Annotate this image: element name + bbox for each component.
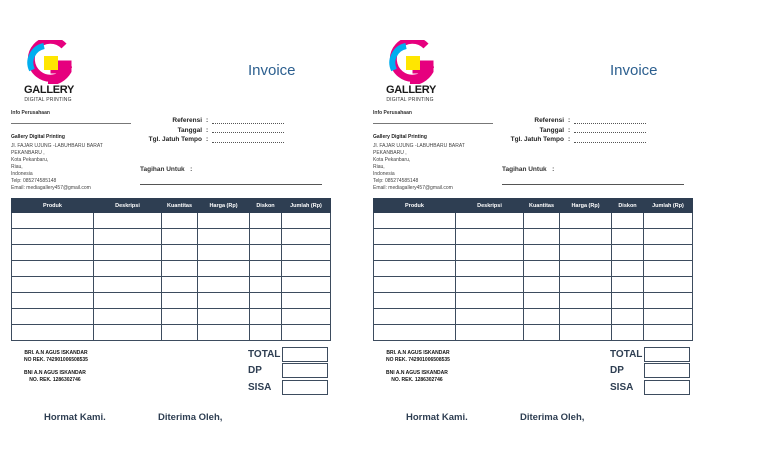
items-table [11,198,331,341]
table-cell[interactable] [282,293,331,309]
date-label: Tanggal [539,126,564,134]
table-cell[interactable] [456,261,524,277]
signature-receiver: Diterima Oleh, [158,412,223,423]
table-row [12,277,331,293]
table-cell[interactable] [524,213,560,229]
table-cell[interactable] [644,277,693,293]
invoice-meta [490,116,646,145]
address-line: Indonesia [373,171,395,177]
company-name: Gallery Digital Printing [373,134,427,140]
table-row [12,245,331,261]
table-cell[interactable] [560,261,612,277]
address-line: Kota Pekanbaru, [11,157,49,163]
table-cell[interactable] [374,277,456,293]
table-cell[interactable] [612,277,644,293]
table-cell[interactable] [282,309,331,325]
total-label: TOTAL [610,348,643,360]
table-cell[interactable] [560,277,612,293]
table-cell[interactable] [12,309,94,325]
table-cell[interactable] [524,229,560,245]
col-header-description: Deskripsi [456,199,524,213]
dp-label: DP [610,365,624,377]
dp-row [610,363,690,380]
company-logo [24,40,75,106]
table-cell[interactable] [250,213,282,229]
address-line: Email: mediagallery457@gmail.com [11,185,91,191]
table-row [12,325,331,341]
signature-sender: Hormat Kami. [44,412,106,423]
total-row [248,346,328,363]
bank-info-bni: BNI A.N AGUS ISKANDAR NO. REK. 1286302746 [386,370,448,383]
table-cell[interactable] [94,261,162,277]
table-cell[interactable] [250,229,282,245]
invoice-title: Invoice [248,62,296,79]
table-row [374,229,693,245]
table-cell[interactable] [612,261,644,277]
table-cell[interactable] [12,293,94,309]
meta-row-due-date: Tgl. Jatuh Tempo : [128,135,284,145]
due-date-field[interactable] [574,137,646,143]
table-cell[interactable] [94,309,162,325]
company-address [373,143,465,192]
table-cell[interactable] [560,293,612,309]
table-cell[interactable] [374,261,456,277]
table-cell[interactable] [162,309,198,325]
table-cell[interactable] [162,213,198,229]
address-line: Indonesia [11,171,33,177]
table-cell[interactable] [282,277,331,293]
table-cell[interactable] [612,229,644,245]
address-line: Telp: 085274585148 [11,178,57,184]
table-cell[interactable] [250,261,282,277]
table-cell[interactable] [612,293,644,309]
address-line: Riau, [11,164,23,170]
company-name: Gallery Digital Printing [11,134,65,140]
table-cell[interactable] [282,325,331,341]
invoice-title: Invoice [610,62,658,79]
table-cell[interactable] [612,245,644,261]
reference-label: Referensi [534,117,564,125]
bank-info-bni: BNI A.N AGUS ISKANDAR NO. REK. 1286302746 [24,370,86,383]
meta-row-reference: Referensi : [128,116,284,126]
table-cell[interactable] [94,293,162,309]
due-date-field[interactable] [212,137,284,143]
table-cell[interactable] [94,213,162,229]
totals-section [610,346,690,396]
table-cell[interactable] [560,309,612,325]
balance-row [248,379,328,396]
table-cell[interactable] [198,277,250,293]
table-row [374,293,693,309]
reference-field[interactable] [212,118,284,124]
table-cell[interactable] [282,261,331,277]
table-row [12,229,331,245]
table-cell[interactable] [94,325,162,341]
table-cell[interactable] [12,325,94,341]
gallery-g-logo-icon [386,40,434,84]
logo-name: GALLERY [24,84,75,96]
table-cell[interactable] [560,213,612,229]
due-date-label: Tgl. Jatuh Tempo [148,136,202,144]
address-line: Riau, [373,164,385,170]
divider [373,123,493,124]
table-cell[interactable] [374,325,456,341]
table-cell[interactable] [162,229,198,245]
dp-row [248,363,328,380]
col-header-product: Produk [374,199,456,213]
table-row [12,213,331,229]
table-row [374,213,693,229]
table-cell[interactable] [612,325,644,341]
date-field[interactable] [574,127,646,133]
invoice-meta [128,116,284,145]
table-cell[interactable] [250,245,282,261]
balance-row [610,379,690,396]
company-logo [386,40,437,106]
table-cell[interactable] [560,229,612,245]
table-cell[interactable] [374,245,456,261]
table-cell[interactable] [12,229,94,245]
gallery-g-logo-icon [24,40,72,84]
table-cell[interactable] [374,293,456,309]
table-cell[interactable] [250,309,282,325]
table-cell[interactable] [282,245,331,261]
table-row [12,293,331,309]
table-cell[interactable] [524,277,560,293]
table-cell[interactable] [524,293,560,309]
address-line: Kota Pekanbaru, [373,157,411,163]
table-cell[interactable] [94,245,162,261]
bill-to-field[interactable] [140,184,322,185]
table-row [374,277,693,293]
table-cell[interactable] [12,261,94,277]
items-table [373,198,693,341]
balance-label: SISA [610,381,634,393]
total-field[interactable] [644,347,690,362]
table-row [12,309,331,325]
table-cell[interactable] [374,229,456,245]
table-cell[interactable] [198,325,250,341]
company-info-heading: Info Perusahaan [11,110,50,116]
table-cell[interactable] [162,277,198,293]
table-cell[interactable] [456,277,524,293]
table-row [374,261,693,277]
table-cell[interactable] [456,213,524,229]
table-cell[interactable] [198,229,250,245]
reference-field[interactable] [574,118,646,124]
table-cell[interactable] [282,229,331,245]
table-cell[interactable] [162,325,198,341]
total-label: TOTAL [248,348,281,360]
table-cell[interactable] [250,293,282,309]
table-row [12,261,331,277]
table-cell[interactable] [524,309,560,325]
address-line: PEKANBARU , [373,150,407,156]
col-header-amount: Jumlah (Rp) [644,199,693,213]
date-label: Tanggal [177,126,202,134]
table-cell[interactable] [12,213,94,229]
table-cell[interactable] [644,213,693,229]
meta-row-due-date: Tgl. Jatuh Tempo : [490,135,646,145]
table-cell[interactable] [644,293,693,309]
dp-field[interactable] [644,363,690,378]
signature-sender: Hormat Kami. [406,412,468,423]
table-cell[interactable] [250,325,282,341]
reference-label: Referensi [172,117,202,125]
bank-info-bri: BRI. A.N AGUS ISKANDAR NO REK. 742901006508535 [386,350,450,363]
col-header-price: Harga (Rp) [560,199,612,213]
invoice-sheet-right [370,0,710,466]
table-cell[interactable] [162,245,198,261]
table-cell[interactable] [524,245,560,261]
balance-field[interactable] [644,380,690,395]
table-cell[interactable] [12,245,94,261]
dp-field[interactable] [282,363,328,378]
company-info-heading: Info Perusahaan [373,110,412,116]
table-row [374,325,693,341]
meta-row-date: Tanggal : [490,126,646,136]
col-header-quantity: Kuantitas [162,199,198,213]
table-row [374,309,693,325]
table-cell[interactable] [198,293,250,309]
table-header-row [374,199,693,213]
table-header-row [12,199,331,213]
table-cell[interactable] [456,245,524,261]
table-cell[interactable] [456,309,524,325]
table-cell[interactable] [524,325,560,341]
table-cell[interactable] [456,325,524,341]
signature-receiver: Diterima Oleh, [520,412,585,423]
table-cell[interactable] [162,293,198,309]
col-header-description: Deskripsi [94,199,162,213]
table-cell[interactable] [644,229,693,245]
table-cell[interactable] [12,277,94,293]
address-line: Jl. FAJAR UJUNG -LABUHBARU BARAT [11,143,103,149]
company-address [11,143,103,192]
col-header-quantity: Kuantitas [524,199,560,213]
table-cell[interactable] [524,261,560,277]
address-line: Jl. FAJAR UJUNG -LABUHBARU BARAT [373,143,465,149]
logo-tagline: DIGITAL PRINTING [386,97,434,103]
table-cell[interactable] [198,213,250,229]
table-cell[interactable] [282,213,331,229]
table-cell[interactable] [612,309,644,325]
col-header-discount: Diskon [612,199,644,213]
table-cell[interactable] [94,277,162,293]
col-header-price: Harga (Rp) [198,199,250,213]
table-cell[interactable] [374,213,456,229]
col-header-product: Produk [12,199,94,213]
table-cell[interactable] [198,245,250,261]
date-field[interactable] [212,127,284,133]
dp-label: DP [248,365,262,377]
totals-section [248,346,328,396]
address-line: Email: mediagallery457@gmail.com [373,185,453,191]
table-cell[interactable] [612,213,644,229]
col-header-amount: Jumlah (Rp) [282,199,331,213]
address-line: PEKANBARU , [11,150,45,156]
table-cell[interactable] [162,261,198,277]
table-cell[interactable] [560,245,612,261]
due-date-label: Tgl. Jatuh Tempo [510,136,564,144]
table-cell[interactable] [250,277,282,293]
logo-tagline: DIGITAL PRINTING [24,97,72,103]
table-cell[interactable] [198,261,250,277]
table-cell[interactable] [94,229,162,245]
table-cell[interactable] [644,309,693,325]
bill-to-label: Tagihan Untuk : [502,166,555,173]
table-cell[interactable] [374,309,456,325]
total-field[interactable] [282,347,328,362]
address-line: Telp: 085274585148 [373,178,419,184]
meta-row-reference: Referensi : [490,116,646,126]
logo-name: GALLERY [386,84,437,96]
invoice-sheet-left [8,0,348,466]
table-cell[interactable] [644,261,693,277]
balance-label: SISA [248,381,272,393]
total-row [610,346,690,363]
balance-field[interactable] [282,380,328,395]
table-cell[interactable] [456,293,524,309]
bank-info-bri: BRI. A.N AGUS ISKANDAR NO REK. 742901006508535 [24,350,88,363]
table-cell[interactable] [560,325,612,341]
col-header-discount: Diskon [250,199,282,213]
table-cell[interactable] [644,325,693,341]
meta-row-date: Tanggal : [128,126,284,136]
table-row [374,245,693,261]
table-cell[interactable] [198,309,250,325]
bill-to-label: Tagihan Untuk : [140,166,193,173]
divider [11,123,131,124]
table-cell[interactable] [644,245,693,261]
bill-to-field[interactable] [502,184,684,185]
table-cell[interactable] [456,229,524,245]
